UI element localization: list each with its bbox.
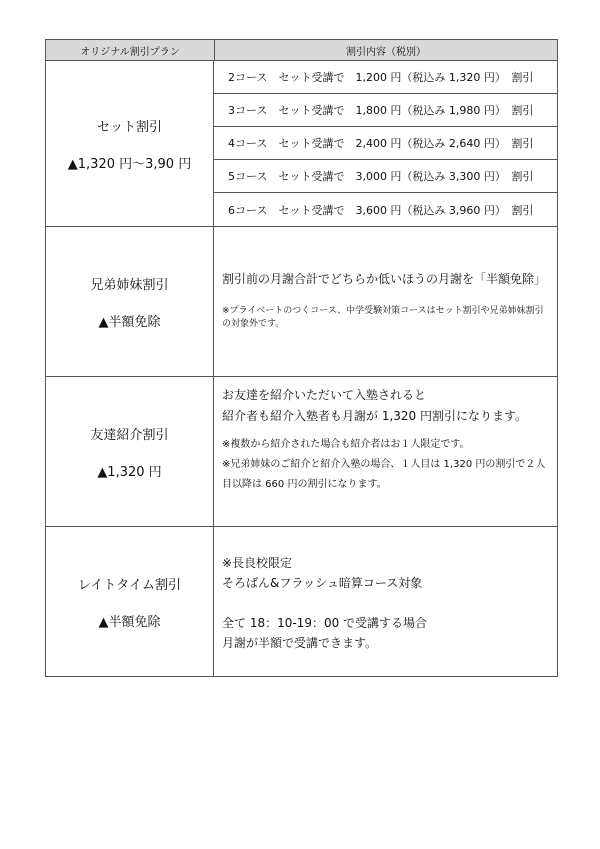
set-discount-cell [46,61,214,226]
header-plan: オリジナル割引プラン [46,40,215,60]
row-friend-discount [46,377,557,527]
friend-note-2: ※兄弟姉妹のご紹介と紹介入塾の場合、１人目は 1,320 円の割引で２人 [222,459,546,470]
set-line-3: 3コース セット受講で 1,800 円（税込み 1,980 円） 割引 [214,94,557,127]
late-discount-title: レイトタイム割引 [77,577,182,593]
late-line-3: 全て 18：10-19：00 で受講する場合 [222,616,428,630]
friend-note-3: 目以降は 660 円の割引になります。 [222,479,387,490]
set-line-4: 4コース セット受講で 2,400 円（税込み 2,640 円） 割引 [214,127,557,160]
late-discount-cell [46,527,214,676]
friend-discount-amount: ▲1,320 円 [97,464,162,480]
set-discount-amount: ▲1,320 円～3,90 円 [67,156,192,172]
row-late-discount [46,527,557,676]
set-line-5: 5コース セット受講で 3,000 円（税込み 3,300 円） 割引 [214,160,557,193]
friend-note-1: ※複数から紹介された場合も紹介者はお１人限定です。 [222,439,470,450]
sibling-note: ※プライベートのつくコース、中学受験対策コースはセット割引や兄弟姉妹割引の対象外です。 [222,306,544,329]
late-discount-details [214,527,557,676]
friend-discount-title: 友達紹介割引 [90,427,169,443]
set-discount-title: セット割引 [96,119,162,135]
friend-main-1: お友達を紹介いただいて入塾されると [222,388,427,402]
sibling-discount-cell [46,227,214,376]
friend-main-2: 紹介者も紹介入塾者も月謝が 1,320 円割引になります。 [222,409,528,423]
sibling-discount-amount: ▲半額免除 [98,314,161,330]
sibling-discount-title: 兄弟姉妹割引 [90,277,169,293]
discount-table [45,39,558,677]
late-line-2: そろばん&フラッシュ暗算コース対象 [222,576,423,590]
friend-discount-cell [46,377,214,526]
set-line-6: 6コース セット受講で 3,600 円（税込み 3,960 円） 割引 [228,203,534,217]
set-discount-details [214,61,557,226]
late-discount-amount: ▲半額免除 [98,614,161,630]
late-line-1: ※長良校限定 [222,556,293,570]
sibling-main-text: 割引前の月謝合計でどちらか低いほうの月謝を「半額免除」 [222,272,547,286]
friend-discount-details [214,377,557,526]
header-details: 割引内容（税別） [346,46,426,58]
table-header [46,40,557,61]
set-line-2: 2コース セット受講で 1,200 円（税込み 1,320 円） 割引 [214,61,557,94]
row-set-discount [46,61,557,227]
late-line-4: 月謝が半額で受講できます。 [222,636,378,650]
row-sibling-discount [46,227,557,377]
sibling-discount-details [214,227,557,376]
